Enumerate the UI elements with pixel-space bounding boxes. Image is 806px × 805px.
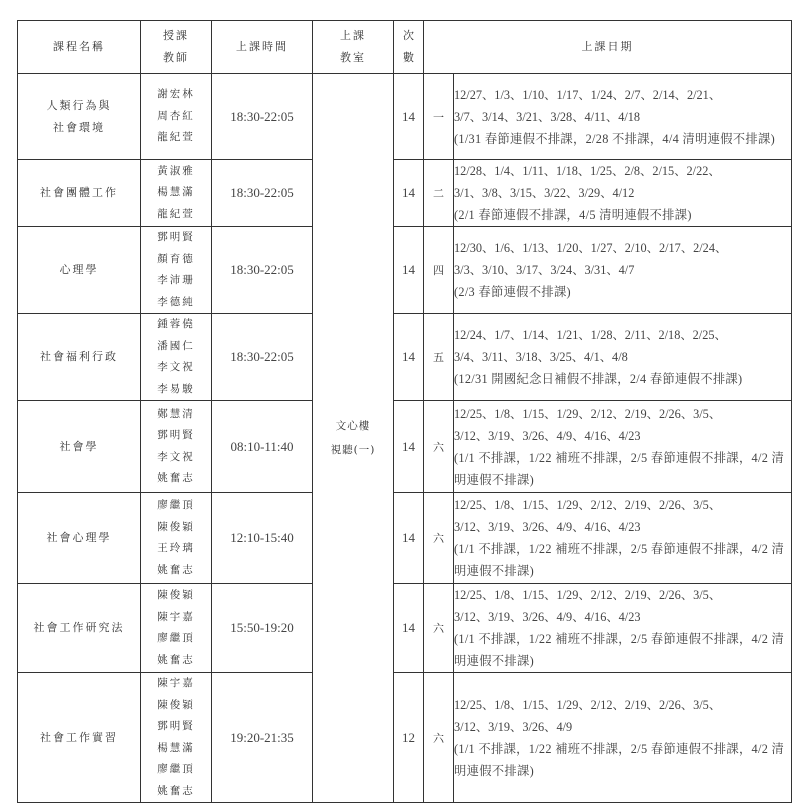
date-line: 12/24、1/7、1/14、1/21、1/28、2/11、2/18、2/25、 (454, 328, 727, 342)
course-name (18, 493, 141, 584)
teacher-list (141, 314, 212, 401)
teacher-name: 李易駿 (157, 382, 195, 395)
date-line: 3/3、3/10、3/17、3/24、3/31、4/7 (454, 263, 635, 277)
teacher-list (141, 227, 212, 314)
teacher-name: 潘國仁 (157, 339, 195, 352)
teacher-name: 李德純 (157, 295, 195, 308)
course-name (18, 74, 141, 160)
teacher-name: 龍紀萱 (157, 131, 195, 144)
header-count-line1: 次 (403, 29, 414, 42)
teacher-name: 陳俊穎 (157, 589, 195, 601)
date-line: 12/28、1/4、1/11、1/18、1/25、2/8、2/15、2/22、 (454, 164, 721, 178)
header-dates: 上課日期 (424, 21, 792, 74)
session-count: 14 (394, 401, 424, 493)
course-name (18, 673, 141, 803)
weekday: 六 (424, 673, 454, 803)
teacher-list (141, 401, 212, 493)
class-dates (454, 74, 792, 160)
header-course: 課程名稱 (18, 21, 141, 74)
teacher-name: 廖繼頂 (157, 763, 195, 775)
weekday: 二 (424, 160, 454, 227)
date-note: (1/1 不排課，1/22 補班不排課，2/5 春節連假不排課，4/2 清明連假不排課) (454, 632, 785, 668)
header-teacher-line1: 授課 (163, 29, 189, 42)
date-line: 3/12、3/19、3/26、4/9、4/16、4/23 (454, 428, 641, 443)
teacher-list (141, 74, 212, 160)
course-name (18, 160, 141, 227)
weekday: 一 (424, 74, 454, 160)
teacher-name: 顏育德 (157, 252, 195, 265)
teacher-list (141, 673, 212, 803)
teacher-name: 謝宏林 (157, 88, 195, 101)
class-dates (454, 160, 792, 227)
teacher-list (141, 160, 212, 227)
table-row (18, 227, 792, 314)
teacher-name: 王玲璃 (157, 542, 195, 554)
date-line: 3/12、3/19、3/26、4/9、4/16、4/23 (454, 520, 641, 534)
course-name (18, 584, 141, 673)
class-time: 18:30-22:05 (212, 314, 313, 401)
date-line: 3/7、3/14、3/21、3/28、4/11、4/18 (454, 109, 641, 124)
teacher-name: 鍾蓉僥 (157, 318, 195, 330)
teacher-name: 李文祝 (157, 361, 195, 373)
teacher-name: 鄧明賢 (157, 720, 195, 732)
course-name (18, 401, 141, 493)
course-name-line: 社會環境 (53, 120, 105, 134)
teacher-name: 周杏紅 (157, 109, 195, 122)
table-row (18, 493, 792, 584)
teacher-name: 鄭慧清 (157, 407, 195, 420)
header-count-line2: 數 (403, 51, 414, 64)
session-count: 14 (394, 493, 424, 584)
class-time: 19:20-21:35 (212, 673, 313, 803)
header-teacher (141, 21, 212, 74)
date-note: (1/1 不排課，1/22 補班不排課，2/5 春節連假不排課，4/2 清明連假不排課) (454, 542, 785, 578)
teacher-name: 陳俊穎 (157, 520, 195, 533)
header-room-line2: 教室 (340, 51, 366, 64)
date-line: 12/25、1/8、1/15、1/29、2/12、2/19、2/26、3/5、 (454, 697, 722, 712)
classroom (313, 74, 394, 803)
class-time: 18:30-22:05 (212, 74, 313, 160)
teacher-name: 廖繼頂 (157, 499, 195, 511)
session-count: 12 (394, 673, 424, 803)
teacher-name: 姚奮志 (157, 653, 195, 666)
teacher-name: 姚奮志 (157, 563, 195, 576)
course-name-line: 社會福利行政 (40, 350, 118, 363)
teacher-name: 鄧明賢 (157, 429, 195, 441)
date-line: 12/27、1/3、1/10、1/17、1/24、2/7、2/14、2/21、 (454, 87, 722, 102)
course-name-line: 社會工作研究法 (33, 621, 125, 634)
date-line: 3/12、3/19、3/26、4/9 (454, 719, 573, 734)
table-row (18, 314, 792, 401)
class-dates (454, 227, 792, 314)
session-count: 14 (394, 227, 424, 314)
weekday: 六 (424, 493, 454, 584)
course-schedule-table (17, 20, 792, 803)
course-name-line: 社會學 (59, 439, 99, 453)
date-note: (2/1 春節連假不排課，4/5 清明連假不排課) (454, 208, 692, 222)
teacher-name: 楊慧滿 (157, 741, 195, 754)
date-line: 12/25、1/8、1/15、1/29、2/12、2/19、2/26、3/5、 (454, 588, 722, 602)
course-name-line: 社會工作實習 (40, 730, 118, 744)
course-name (18, 227, 141, 314)
class-dates (454, 584, 792, 673)
course-name (18, 314, 141, 401)
date-note: (2/3 春節連假不排課) (454, 285, 571, 299)
weekday: 六 (424, 401, 454, 493)
class-dates (454, 673, 792, 803)
teacher-list (141, 493, 212, 584)
date-line: 12/25、1/8、1/15、1/29、2/12、2/19、2/26、3/5、 (454, 406, 722, 421)
class-dates (454, 314, 792, 401)
header-room-line1: 上課 (340, 29, 366, 42)
date-note: (12/31 開國紀念日補假不排課，2/4 春節連假不排課) (454, 372, 743, 386)
header-row (18, 21, 792, 74)
class-time: 08:10-11:40 (212, 401, 313, 493)
table-row (18, 401, 792, 493)
date-line: 3/12、3/19、3/26、4/9、4/16、4/23 (454, 610, 641, 624)
teacher-name: 龍紀萱 (157, 207, 195, 220)
course-name-line: 人類行為與 (46, 98, 112, 112)
header-teacher-line2: 教師 (163, 51, 189, 64)
header-count (394, 21, 424, 74)
table-row (18, 584, 792, 673)
teacher-name: 鄧明賢 (157, 231, 195, 243)
classroom-line1: 文心樓 (335, 420, 371, 432)
session-count: 14 (394, 584, 424, 673)
class-dates (454, 401, 792, 493)
session-count: 14 (394, 74, 424, 160)
date-line: 3/4、3/11、3/18、3/25、4/1、4/8 (454, 350, 628, 364)
weekday: 五 (424, 314, 454, 401)
class-dates (454, 493, 792, 584)
table-row (18, 673, 792, 803)
teacher-name: 李文祝 (157, 450, 195, 463)
date-line: 12/25、1/8、1/15、1/29、2/12、2/19、2/26、3/5、 (454, 498, 722, 512)
date-line: 12/30、1/6、1/13、1/20、1/27、2/10、2/17、2/24、 (454, 241, 728, 255)
date-note: (1/1 不排課，1/22 補班不排課，2/5 春節連假不排課，4/2 清明連假不排課) (454, 450, 785, 487)
course-name-line: 心理學 (59, 263, 99, 276)
course-name-line: 社會心理學 (46, 531, 112, 544)
teacher-name: 黃淑雅 (157, 164, 195, 177)
teacher-name: 陳宇嘉 (157, 610, 195, 623)
class-time: 12:10-15:40 (212, 493, 313, 584)
date-line: 3/1、3/8、3/15、3/22、3/29、4/12 (454, 186, 635, 200)
table-row (18, 74, 792, 160)
teacher-name: 姚奮志 (157, 784, 195, 797)
teacher-name: 姚奮志 (157, 472, 195, 484)
course-name-line: 社會團體工作 (40, 186, 118, 199)
session-count: 14 (394, 160, 424, 227)
date-note: (1/1 不排課，1/22 補班不排課，2/5 春節連假不排課，4/2 清明連假不排課) (454, 741, 785, 778)
teacher-name: 廖繼頂 (157, 632, 195, 644)
teacher-name: 李沛珊 (157, 274, 195, 286)
class-time: 18:30-22:05 (212, 160, 313, 227)
session-count: 14 (394, 314, 424, 401)
header-room (313, 21, 394, 74)
teacher-name: 楊慧滿 (157, 186, 195, 199)
teacher-name: 陳俊穎 (157, 698, 195, 711)
date-note: (1/31 春節連假不排課，2/28 不排課，4/4 清明連假不排課) (454, 131, 775, 146)
class-time: 15:50-19:20 (212, 584, 313, 673)
teacher-name: 陳宇嘉 (157, 677, 195, 689)
table-row (18, 160, 792, 227)
weekday: 四 (424, 227, 454, 314)
classroom-line2: 視聽(一) (330, 444, 376, 456)
teacher-list (141, 584, 212, 673)
class-time: 18:30-22:05 (212, 227, 313, 314)
header-time: 上課時間 (212, 21, 313, 74)
weekday: 六 (424, 584, 454, 673)
